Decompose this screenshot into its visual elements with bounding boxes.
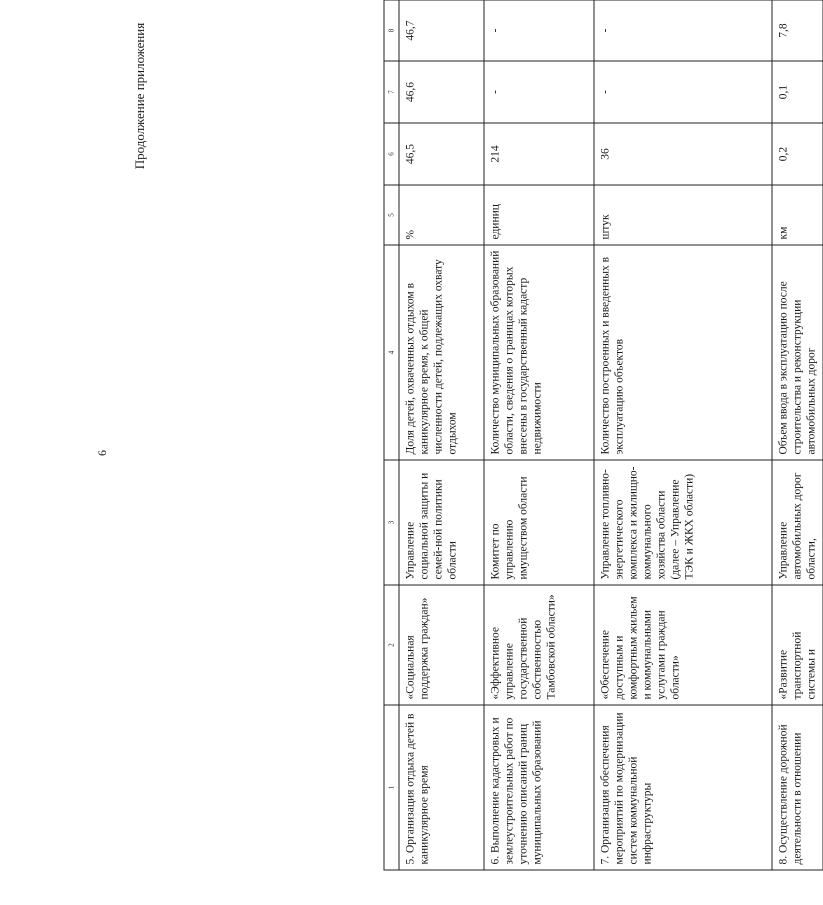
- executor-cell: Управление топливно-энергетического комплекса и жилищно-коммунального хозяйства области (далее – Управление ТЭК и ЖКХ области): [594, 460, 772, 585]
- measure-cell: 6. Выполнение кадастровых и землеустроительных работ по уточнению описаний границ муниципальных образований: [484, 705, 594, 870]
- indicator-cell: Количество построенных и введенных в эксплуатацию объектов: [594, 245, 772, 460]
- program-cell: «Социальная поддержка граждан»: [399, 585, 484, 705]
- indicator-cell: Доля детей, охваченных отдыхом в каникулярное время, к общей численности детей, подлежащих охвату отдыхом: [399, 245, 484, 460]
- continuation-label: Продолжение приложения: [132, 22, 147, 170]
- value-cell-8: 7,8: [772, 0, 823, 61]
- executor-cell: Управление социальной защиты и семей-ной политики области: [399, 460, 484, 585]
- value-cell-7: -: [484, 61, 594, 123]
- executor-cell: Управление автомобильных дорог области,: [772, 460, 823, 585]
- column-header-7: 7: [384, 61, 399, 123]
- value-cell-8: -: [484, 0, 594, 61]
- program-cell: «Обеспечение доступным и комфортным жильем и коммунальными услугами граждан области»: [594, 585, 772, 705]
- column-header-1: 1: [384, 705, 399, 870]
- value-cell-6: 46,5: [399, 123, 484, 185]
- header-row: [384, 0, 399, 870]
- column-header-4: 4: [384, 245, 399, 460]
- value-cell-6: 214: [484, 123, 594, 185]
- page-number: 6: [95, 450, 109, 456]
- value-cell-7: -: [594, 61, 772, 123]
- column-header-5: 5: [384, 185, 399, 245]
- data-table-container: [383, 0, 817, 870]
- indicator-cell: Количество муниципальных образований области, сведения о границах которых внесены в государственный кадастр недвижимости: [484, 245, 594, 460]
- column-header-2: 2: [384, 585, 399, 705]
- unit-cell: км: [772, 185, 823, 245]
- unit-cell: %: [399, 185, 484, 245]
- value-cell-8: -: [594, 0, 772, 61]
- measure-cell: 8. Осуществление дорожной деятельности в отношении: [772, 705, 823, 870]
- measures-table: [383, 0, 823, 870]
- program-cell: «Развитие транспортной системы и: [772, 585, 823, 705]
- value-cell-8: 46,7: [399, 0, 484, 61]
- program-cell: «Эффективное управление государственной собственностью Тамбовской области»: [484, 585, 594, 705]
- column-header-6: 6: [384, 123, 399, 185]
- table-row: [484, 0, 594, 870]
- measure-cell: 7. Организация обеспечения мероприятий по модернизации систем коммунальной инфраструктуры: [594, 705, 772, 870]
- unit-cell: штук: [594, 185, 772, 245]
- column-header-8: 8: [384, 0, 399, 61]
- executor-cell: Комитет по управлению имуществом области: [484, 460, 594, 585]
- column-header-3: 3: [384, 460, 399, 585]
- table-row: [594, 0, 772, 870]
- value-cell-6: 36: [594, 123, 772, 185]
- indicator-cell: Объем ввода в эксплуатацию после строительства и реконструкции автомобильных дорог: [772, 245, 823, 460]
- table-row: [772, 0, 823, 870]
- value-cell-6: 0,2: [772, 123, 823, 185]
- table-row: [399, 0, 484, 870]
- measure-cell: 5. Организация отдыха детей в каникулярное время: [399, 705, 484, 870]
- value-cell-7: 0,1: [772, 61, 823, 123]
- value-cell-7: 46,6: [399, 61, 484, 123]
- unit-cell: единиц: [484, 185, 594, 245]
